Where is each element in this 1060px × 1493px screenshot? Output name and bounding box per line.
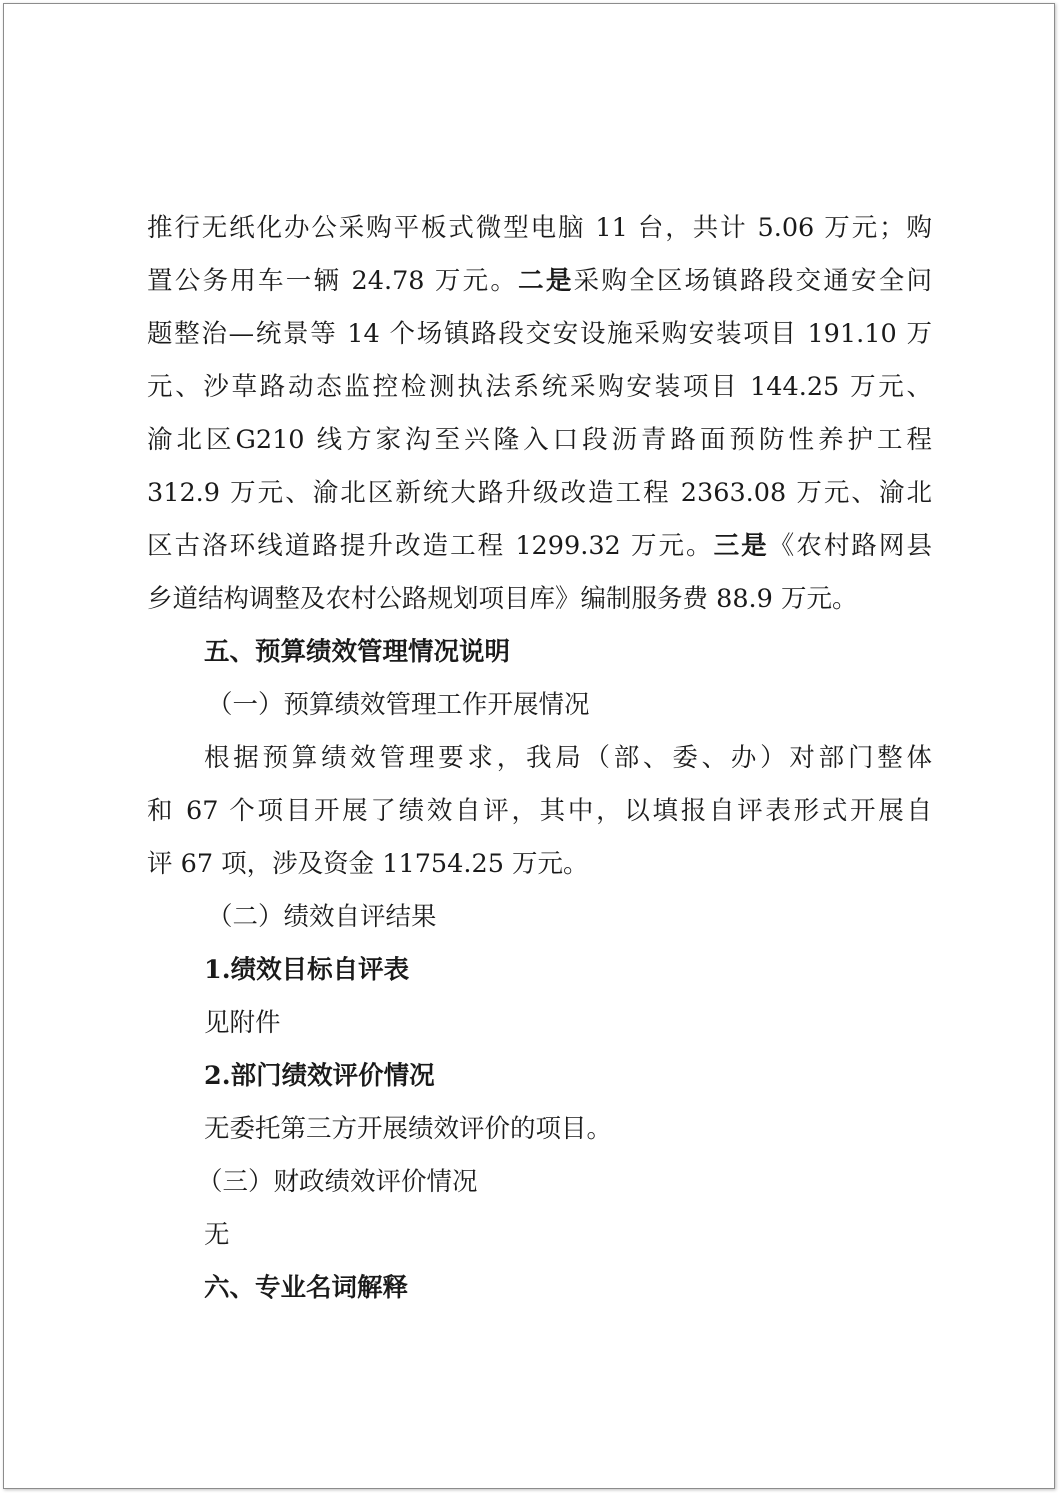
text-line: 元、沙草路动态监控检测执法系统采购安装项目 144.25 万元、 (147, 372, 932, 402)
text-line: 推行无纸化办公采购平板式微型电脑 11 台，共计 5.06 万元；购 (147, 213, 932, 243)
document-page (3, 3, 1055, 1489)
subsection-heading: （一）预算绩效管理工作开展情况 (207, 690, 590, 720)
text-segment: 《农村路网县 (768, 531, 932, 561)
text-segment: 置公务用车一辆 24.78 万元。 (147, 266, 519, 296)
text-line: 渝北区G210 线方家沟至兴隆入口段沥青路面预防性养护工程 (147, 425, 932, 455)
text-line: 312.9 万元、渝北区新统大路升级改造工程 2363.08 万元、渝北 (147, 478, 932, 508)
text-line: 题整治—统景等 14 个场镇路段交安设施采购安装项目 191.10 万 (147, 319, 932, 349)
text-line: 无 (204, 1220, 230, 1250)
text-line: 乡道结构调整及农村公路规划项目库》编制服务费 88.9 万元。 (147, 584, 858, 614)
text-line: 见附件 (204, 1008, 281, 1038)
section-heading: 六、专业名词解释 (204, 1273, 409, 1303)
text-line (147, 526, 932, 566)
item-heading: 2.部门绩效评价情况 (204, 1061, 435, 1091)
text-line (147, 261, 932, 301)
text-line: 根据预算绩效管理要求，我局（部、委、办）对部门整体 (204, 743, 932, 773)
emphasis-text: 二是 (518, 266, 574, 296)
emphasis-text: 三是 (713, 531, 769, 561)
text-line: 和 67 个项目开展了绩效自评，其中，以填报自评表形式开展自 (147, 796, 932, 826)
item-heading: 1.绩效目标自评表 (204, 955, 410, 985)
text-line: 评 67 项，涉及资金 11754.25 万元。 (147, 849, 589, 879)
text-line: 无委托第三方开展绩效评价的项目。 (204, 1114, 613, 1144)
section-heading: 五、预算绩效管理情况说明 (204, 637, 511, 667)
subsection-heading: （二）绩效自评结果 (207, 902, 437, 932)
subsection-heading: （三）财政绩效评价情况 (197, 1167, 478, 1197)
text-segment: 区古洛环线道路提升改造工程 1299.32 万元。 (147, 531, 714, 561)
text-segment: 采购全区场镇路段交通安全问 (573, 266, 932, 296)
